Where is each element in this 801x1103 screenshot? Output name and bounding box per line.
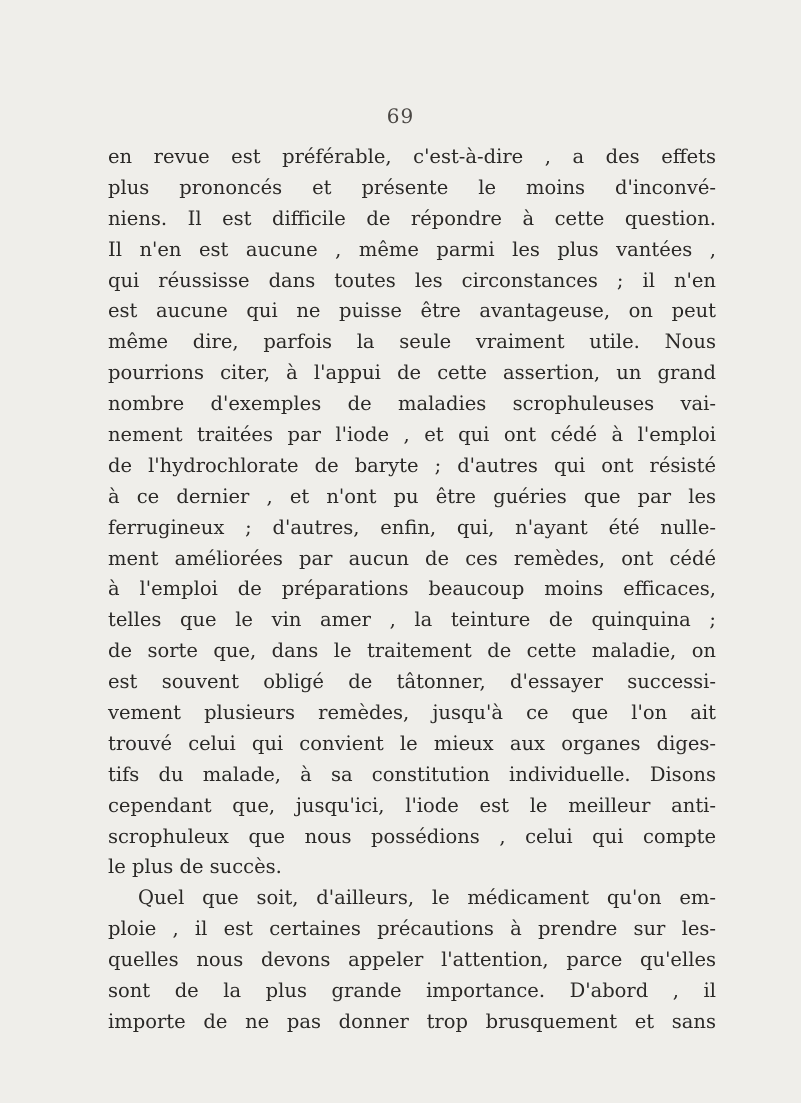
paragraph-start-line: Quel que soit, d'ailleurs, le médicament qu'on em- <box>138 886 716 910</box>
page-number: 69 <box>386 104 415 128</box>
text-line: niens. Il est difficile de répondre à cette question. <box>108 206 716 230</box>
text-line: plus prononcés et présente le moins d'inconvé- <box>108 175 716 199</box>
text-line: à l'emploi de préparations beaucoup moins efficaces, <box>108 577 716 601</box>
text-line: qui réussisse dans toutes les circonstances ; il n'en <box>108 268 716 292</box>
text-line: nement traitées par l'iode , et qui ont cédé à l'emploi <box>108 423 716 447</box>
text-line: de sorte que, dans le traitement de cette maladie, on <box>108 639 716 663</box>
text-line: même dire, parfois la seule vraiment utile. Nous <box>108 330 716 354</box>
text-line: à ce dernier , et n'ont pu être guéries que par les <box>108 484 716 508</box>
body-text <box>108 142 716 1038</box>
text-line: de l'hydrochlorate de baryte ; d'autres qui ont résisté <box>108 453 716 477</box>
text-line: tifs du malade, à sa constitution individuelle. Disons <box>108 762 716 786</box>
text-line: en revue est préférable, c'est-à-dire , a des effets <box>108 145 716 168</box>
text-line: ploie , il est certaines précautions à prendre sur les- <box>108 917 716 941</box>
text-line: telles que le vin amer , la teinture de quinquina ; <box>108 608 716 632</box>
text-line: quelles nous devons appeler l'attention, parce qu'elles <box>108 948 716 972</box>
paragraph-end-line: le plus de succès. <box>108 855 282 879</box>
text-line: ment améliorées par aucun de ces remèdes, ont cédé <box>108 546 716 570</box>
text-line: trouvé celui qui convient le mieux aux organes diges- <box>108 731 716 755</box>
text-line: importe de ne pas donner trop brusquement et sans <box>108 1009 716 1033</box>
text-line: Il n'en est aucune , même parmi les plus vantées , <box>108 237 716 261</box>
text-line: scrophuleux que nous possédions , celui qui compte <box>108 824 716 848</box>
text-line: ferrugineux ; d'autres, enfin, qui, n'ayant été nulle- <box>108 515 716 539</box>
text-line: cependant que, jusqu'ici, l'iode est le meilleur anti- <box>108 793 716 817</box>
text-line: sont de la plus grande importance. D'abord , il <box>108 979 716 1003</box>
text-line: pourrions citer, à l'appui de cette assertion, un grand <box>108 361 716 385</box>
text-line: est souvent obligé de tâtonner, d'essayer successi- <box>108 670 716 694</box>
text-line: nombre d'exemples de maladies scrophuleuses vai- <box>108 392 716 416</box>
text-line: vement plusieurs remèdes, jusqu'à ce que l'on ait <box>108 701 716 725</box>
text-line: est aucune qui ne puisse être avantageuse, on peut <box>108 299 716 323</box>
